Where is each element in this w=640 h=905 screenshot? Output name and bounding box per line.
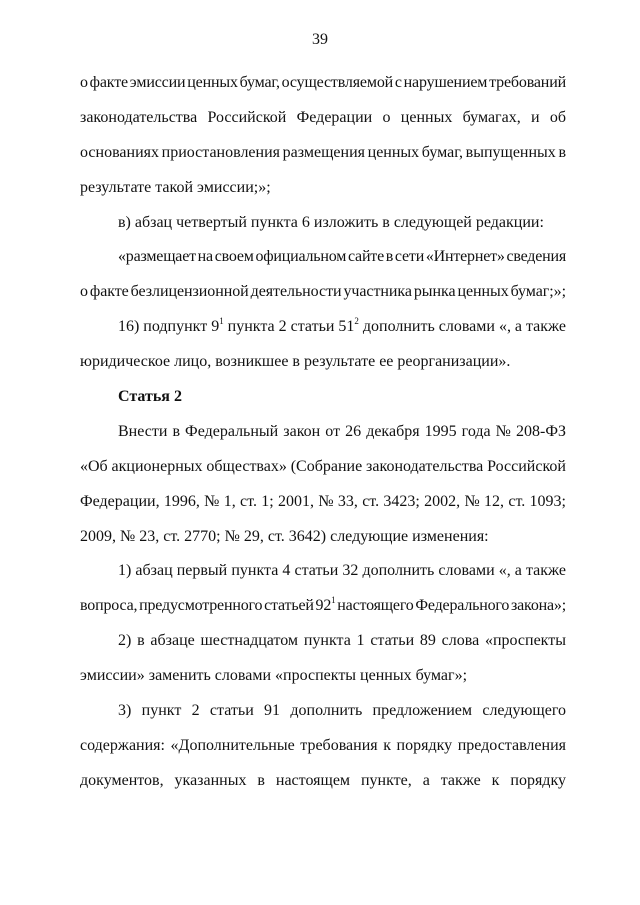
text-line xyxy=(80,171,566,206)
heading-text: Статья 2 xyxy=(118,388,182,406)
text-segment: юридическое лицо, возникшее в результате ее реорганизации». xyxy=(80,353,511,371)
text-segment: Внести в Федеральный закон от 26 декабря 1995 года № 208-ФЗ xyxy=(118,422,566,440)
text-segment: 16) подпункт 9 xyxy=(118,318,220,336)
text-segment: законодательства Российской Федерации о ценных бумагах, и об xyxy=(80,108,566,126)
text-line xyxy=(80,485,566,520)
text-segment: «размещает на своем официальном сайте в сети «Интернет» сведения xyxy=(118,248,566,266)
text-line xyxy=(80,589,566,624)
text-segment: «Об акционерных обществах» (Собрание законодательства Российской xyxy=(80,457,566,475)
text-line xyxy=(80,345,566,380)
text-segment: результате такой эмиссии;»; xyxy=(80,178,271,196)
text-line xyxy=(80,66,566,101)
superscript: 1 xyxy=(331,595,336,606)
text-line xyxy=(80,554,566,589)
text-segment: 2009, № 23, ст. 2770; № 29, ст. 3642) следующие изменения: xyxy=(80,527,489,545)
text-line xyxy=(80,415,566,450)
text-segment: документов, указанных в настоящем пункте, а также к порядку xyxy=(80,771,566,789)
text-segment xyxy=(80,589,566,624)
document-body xyxy=(80,66,566,799)
text-line xyxy=(80,694,566,729)
text-line xyxy=(80,310,566,345)
superscript: 1 xyxy=(219,316,224,327)
text-line xyxy=(80,136,566,171)
text-line xyxy=(80,275,566,310)
text-line xyxy=(80,729,566,764)
text-segment: настоящего Федерального закона»; xyxy=(335,597,566,615)
text-line xyxy=(80,659,566,694)
text-segment xyxy=(118,310,566,345)
text-line xyxy=(80,206,566,241)
superscript: 2 xyxy=(354,316,359,327)
text-line xyxy=(80,520,566,555)
article-heading xyxy=(80,380,566,415)
text-segment: эмиссии» заменить словами «проспекты ценных бумаг»; xyxy=(80,667,468,685)
text-segment: дополнить словами «, а также xyxy=(358,318,566,336)
text-segment: в) абзац четвертый пункта 6 изложить в следующей редакции: xyxy=(118,213,544,231)
text-segment: 2) в абзаце шестнадцатом пункта 1 статьи 89 слова «проспекты xyxy=(118,632,566,650)
text-segment: вопроса, предусмотренного статьей 92 xyxy=(80,597,332,615)
text-segment: Федерации, 1996, № 1, ст. 1; 2001, № 33, ст. 3423; 2002, № 12, ст. 1093; xyxy=(80,492,566,510)
text-segment: о факте безлицензионной деятельности участника рынка ценных бумаг;»; xyxy=(80,283,566,301)
text-line xyxy=(80,240,566,275)
text-segment: о факте эмиссии ценных бумаг, осуществляемой с нарушением требований xyxy=(80,74,567,91)
text-line xyxy=(80,101,566,136)
text-segment: 3) пункт 2 статьи 91 дополнить предложением следующего xyxy=(118,702,566,720)
text-line xyxy=(80,450,566,485)
text-line xyxy=(80,764,566,799)
page-number: 39 xyxy=(312,31,328,48)
text-segment: содержания: «Дополнительные требования к порядку предоставления xyxy=(80,736,566,754)
text-segment: основаниях приостановления размещения ценных бумаг, выпущенных в xyxy=(80,143,566,161)
text-segment: 1) абзац первый пункта 4 статьи 32 дополнить словами «, а также xyxy=(118,562,566,580)
text-line xyxy=(80,624,566,659)
text-segment: пункта 2 статьи 51 xyxy=(223,318,355,336)
